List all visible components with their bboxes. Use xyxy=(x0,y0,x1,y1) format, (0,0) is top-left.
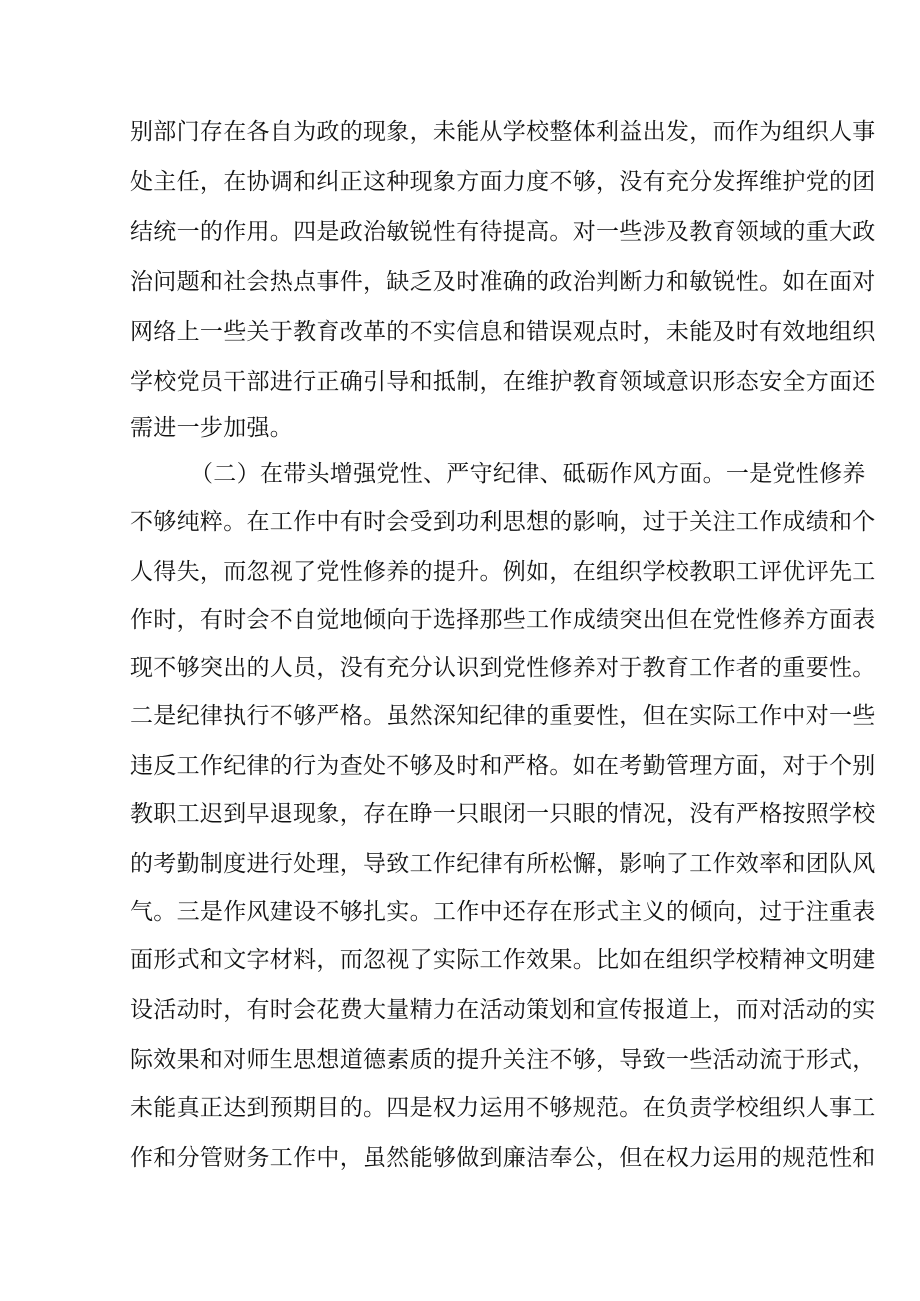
text-line: 作时，有时会不自觉地倾向于选择那些工作成绩突出但在党性修养方面表 xyxy=(130,607,876,633)
section-heading-line: （二）在带头增强党性、严守纪律、砥砺作风方面。一是党性修养 xyxy=(190,461,866,487)
text-line: 面形式和文字材料，而忽视了实际工作效果。比如在组织学校精神文明建 xyxy=(130,947,876,973)
text-line: 教职工迟到早退现象，存在睁一只眼闭一只眼的情况，没有严格按照学校 xyxy=(130,801,876,827)
text-line: 违反工作纪律的行为查处不够及时和严格。如在考勤管理方面，对于个别 xyxy=(130,753,876,779)
text-line: 结统一的作用。四是政治敏锐性有待提高。对一些涉及教育领域的重大政 xyxy=(130,219,876,245)
text-line: 设活动时，有时会花费大量精力在活动策划和宣传报道上，而对活动的实 xyxy=(130,997,876,1023)
text-line: 的考勤制度进行处理，导致工作纪律有所松懈，影响了工作效率和团队风 xyxy=(130,851,876,877)
text-line: 二是纪律执行不够严格。虽然深知纪律的重要性，但在实际工作中对一些 xyxy=(130,703,876,729)
text-line: 需进一步加强。 xyxy=(130,415,294,441)
text-line: 处主任，在协调和纠正这种现象方面力度不够，没有充分发挥维护党的团 xyxy=(130,169,876,195)
text-line: 治问题和社会热点事件，缺乏及时准确的政治判断力和敏锐性。如在面对 xyxy=(130,269,876,295)
text-line: 未能真正达到预期目的。四是权力运用不够规范。在负责学校组织人事工 xyxy=(130,1095,876,1121)
text-line: 现不够突出的人员，没有充分认识到党性修养对于教育工作者的重要性。 xyxy=(130,655,876,681)
text-line: 网络上一些关于教育改革的不实信息和错误观点时，未能及时有效地组织 xyxy=(130,319,876,345)
text-line: 人得失，而忽视了党性修养的提升。例如，在组织学校教职工评优评先工 xyxy=(130,559,876,585)
text-line: 际效果和对师生思想道德素质的提升关注不够，导致一些活动流于形式， xyxy=(130,1047,876,1073)
text-line: 作和分管财务工作中，虽然能够做到廉洁奉公，但在权力运用的规范性和 xyxy=(130,1145,876,1171)
text-line: 气。三是作风建设不够扎实。工作中还存在形式主义的倾向，过于注重表 xyxy=(130,899,876,925)
text-line: 学校党员干部进行正确引导和抵制，在维护教育领域意识形态安全方面还 xyxy=(130,369,876,395)
text-line: 不够纯粹。在工作中有时会受到功利思想的影响，过于关注工作成绩和个 xyxy=(130,509,876,535)
text-line: 别部门存在各自为政的现象，未能从学校整体利益出发，而作为组织人事 xyxy=(130,119,876,145)
